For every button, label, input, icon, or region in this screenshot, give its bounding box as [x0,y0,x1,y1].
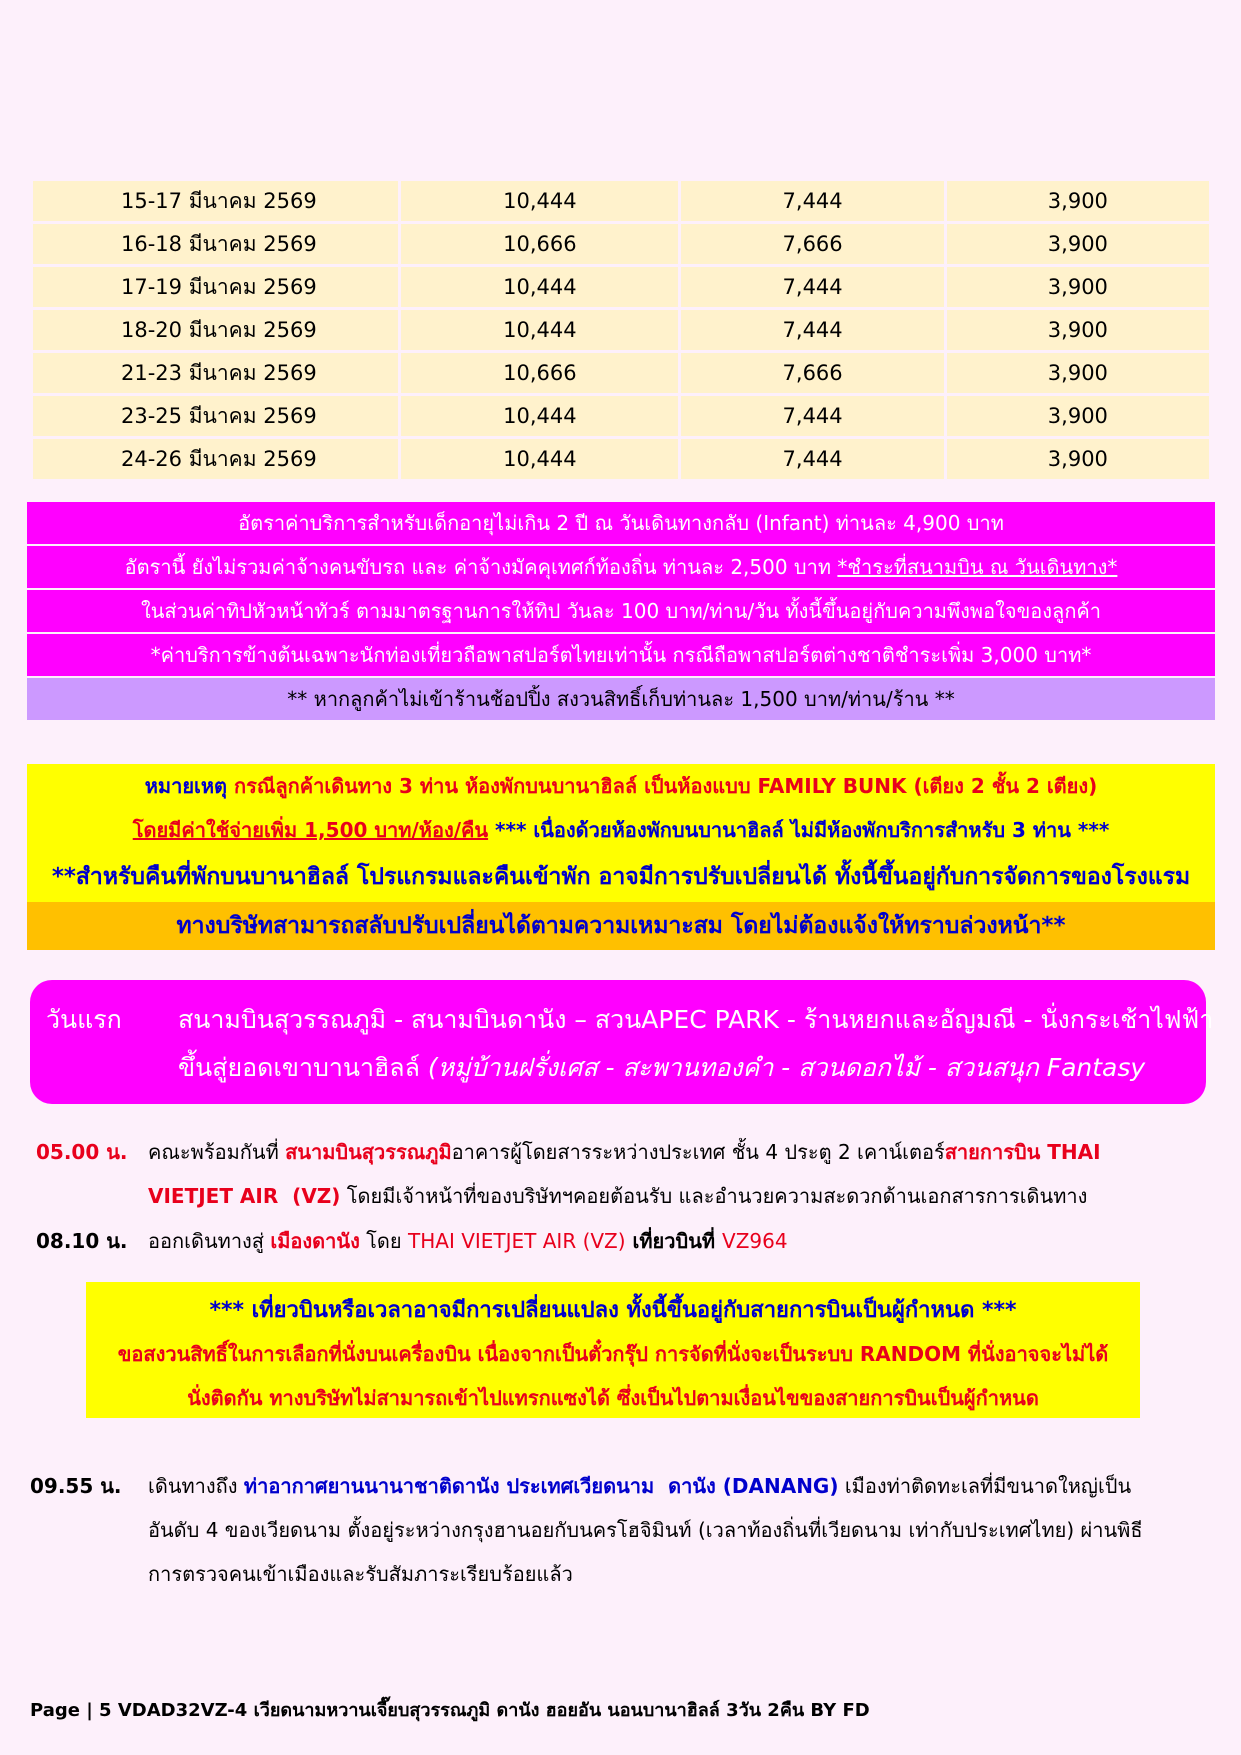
price-value-cell: 7,444 [681,181,943,221]
shopping-band [27,678,1215,720]
price-value-cell: 3,900 [947,267,1209,307]
family-note-line1 [27,764,1215,808]
hotel-note-text2: ทางบริษัทสามารถสลับปรับเปลี่ยนได้ตามความเหมาะสม โดยไม่ต้องแจ้งให้ทราบล่วงหน้า** [176,913,1066,939]
price-value-cell: 3,900 [947,396,1209,436]
tip-text: ในส่วนค่าทิปหัวหน้าทัวร์ ตามมาตรฐานการให้ทิป วันละ 100 บาท/ท่าน/วัน ทั้งนี้ขึ้นอยู่กับความพึงพอใจของลูกค้า [140,599,1102,623]
price-date-cell: 15-17 มีนาคม 2569 [33,181,398,221]
price-date-cell: 16-18 มีนาคม 2569 [33,224,398,264]
itin-0810-flight-label: เที่ยวบินที่ [625,1229,723,1253]
price-value-cell: 3,900 [947,310,1209,350]
itin-0810-a: ออกเดินทางสู่ [148,1229,271,1253]
price-value-cell: 7,444 [681,396,943,436]
arrival-c: เมืองท่าติดทะเลที่มีขนาดใหญ่เป็น [838,1474,1132,1498]
infant-rate-band [27,502,1215,544]
hotel-note-line2 [27,902,1215,950]
price-value-cell: 10,666 [401,353,678,393]
tip-band [27,590,1215,632]
infant-rate-text: อัตราค่าบริการสำหรับเด็กอายุไม่เกิน 2 ปี ณ วันเดินทางกลับ (Infant) ท่านละ 4,900 บาท [238,511,1004,535]
driver-guide-payment-note: *ชำระที่สนามบิน ณ วันเดินทาง* [837,555,1118,579]
price-value-cell: 10,444 [401,181,678,221]
price-row [33,353,1209,393]
passport-text: *ค่าบริการข้างต้นเฉพาะนักท่องเที่ยวถือพาสปอร์ตไทยเท่านั้น กรณีถือพาสปอร์ตต่างชาติชำระเพิ่ม 3,000 บาท* [150,643,1092,667]
price-value-cell: 7,444 [681,267,943,307]
price-value-cell: 10,444 [401,396,678,436]
arrival-a: เดินทางถึง [148,1474,244,1498]
price-date-cell: 17-19 มีนาคม 2569 [33,267,398,307]
price-row [33,181,1209,221]
price-table [30,178,1212,482]
price-value-cell: 3,900 [947,181,1209,221]
family-note-label: หมายเหตุ [144,774,235,798]
price-row [33,267,1209,307]
price-value-cell: 7,444 [681,310,943,350]
itin-0810-airline: THAI VIETJET AIR (VZ) [408,1229,626,1253]
day1-route-line1: สนามบินสุวรรณภูมิ - สนามบินดานัง – สวนAPEC PARK - ร้านหยกและอัญมณี - นั่งกระเช้าไฟฟ้า [178,1005,1214,1034]
itin-0500-c: อาคารผู้โดยสารระหว่างประเทศ ชั้น 4 ประตู 2 เคาน์เตอร์ [451,1140,945,1164]
itin-0810-flight-no: VZ964 [722,1229,788,1253]
price-row [33,224,1209,264]
price-value-cell: 7,444 [681,439,943,479]
itin-0500-line1 [148,1136,1101,1168]
itin-0810-line [148,1225,788,1257]
flight-note-line2: ขอสงวนสิทธิ์ในการเลือกที่นั่งบนเครื่องบิน เนื่องจากเป็นตั๋วกรุ๊ป การจัดที่นั่งจะเป็นระบบ RANDOM ที่นั่งอาจจะไม่ได้ [117,1342,1109,1366]
family-note-text1: กรณีลูกค้าเดินทาง 3 ท่าน ห้องพักบนบานาฮิลล์ เป็นห้องแบบ FAMILY BUNK (เตียง 2 ชั้น 2 เตียง) [234,774,1098,798]
arrival-airport: ท่าอากาศยานนานาชาติดานัง ประเทศเวียดนาม ดานัง (DANANG) [243,1474,839,1498]
price-row [33,396,1209,436]
price-date-cell: 23-25 มีนาคม 2569 [33,396,398,436]
price-value-cell: 10,444 [401,439,678,479]
price-value-cell: 10,666 [401,224,678,264]
family-note-text2: *** เนื่องด้วยห้องพักบนบานาฮิลล์ ไม่มีห้องพักบริการสำหรับ 3 ท่าน *** [488,818,1110,842]
driver-guide-text: อัตรานี้ ยังไม่รวมค่าจ้างคนขับรถ และ ค่าจ้างมัคคุเทศก์ท้องถิ่น ท่านละ 2,500 บาท [124,555,838,579]
price-value-cell: 3,900 [947,353,1209,393]
time-0500: 05.00 น. [36,1140,128,1164]
arrival-line1 [148,1470,1131,1502]
day1-banner [30,980,1214,1104]
flight-note-line3: นั่งติดกัน ทางบริษัทไม่สามารถเข้าไปแทรกแซงได้ ซึ่งเป็นไปตามเงื่อนไขของสายการบินเป็นผู้กำหนด [187,1386,1039,1410]
driver-guide-band [27,546,1215,588]
price-row [33,439,1209,479]
price-row [33,310,1209,350]
flight-note-box [86,1282,1140,1418]
itin-0500-airline: สายการบิน THAI [944,1140,1101,1164]
day1-route-line2-italic: (หมู่บ้านฝรั่งเศส - สะพานทองคำ - สวนดอกไม้ - สวนสนุก Fantasy [427,1053,1146,1082]
family-note-extra-cost: โดยมีค่าใช้จ่ายเพิ่ม 1,500 บาท/ห้อง/คืน [132,818,489,842]
shopping-text: ** หากลูกค้าไม่เข้าร้านช้อปปิ้ง สงวนสิทธิ์เก็บท่านละ 1,500 บาท/ท่าน/ร้าน ** [287,687,955,711]
price-value-cell: 3,900 [947,224,1209,264]
day1-route-line2-main: ขึ้นสู่ยอดเขาบานาฮิลล์ [178,1053,428,1082]
price-date-cell: 18-20 มีนาคม 2569 [33,310,398,350]
price-value-cell: 7,666 [681,353,943,393]
itin-0500-airport: สนามบินสุวรรณภูมิ [285,1140,452,1164]
arrival-line2: อันดับ 4 ของเวียดนาม ตั้งอยู่ระหว่างกรุงฮานอยกับนครโฮจิมินท์ (เวลาท้องถิ่นที่เวียดนาม เท่ากับประเทศไทย) ผ่านพิธี [148,1518,1143,1542]
price-date-cell: 21-23 มีนาคม 2569 [33,353,398,393]
price-date-cell: 24-26 มีนาคม 2569 [33,439,398,479]
hotel-note-text1: **สำหรับคืนที่พักบนบานาฮิลล์ โปรแกรมและคืนเข้าพัก อาจมีการปรับเปลี่ยนได้ ทั้งนี้ขึ้นอยู่กับการจัดการของโรงแรม [51,864,1191,890]
itin-0810-c: โดย [359,1229,408,1253]
itin-0500-airline-cont: VIETJET AIR (VZ) [148,1184,341,1208]
itin-0500-f: โดยมีเจ้าหน้าที่ของบริษัทฯคอยต้อนรับ และอำนวยความสะดวกด้านเอกสารการเดินทาง [340,1184,1088,1208]
day1-label: วันแรก [46,1005,122,1034]
page-footer: Page | 5 VDAD32VZ-4 เวียดนามหวานเจี๊ยบสุวรรณภูมิ ดานัง ฮอยอัน นอนบานาฮิลล์ 3วัน 2คืน BY FD [30,1700,870,1721]
itin-0810-city: เมืองดานัง [270,1229,360,1253]
flight-note-line1: *** เที่ยวบินหรือเวลาอาจมีการเปลี่ยนแปลง ทั้งนี้ขึ้นอยู่กับสายการบินเป็นผู้กำหนด *** [209,1298,1017,1323]
day1-route-line2 [178,1048,1145,1088]
price-table-body [33,181,1209,479]
arrival-line3: การตรวจคนเข้าเมืองและรับสัมภาระเรียบร้อยแล้ว [148,1562,573,1586]
itin-0500-line2 [148,1180,1087,1212]
price-value-cell: 10,444 [401,310,678,350]
passport-band [27,634,1215,676]
price-value-cell: 3,900 [947,439,1209,479]
hotel-note-line1 [27,852,1215,902]
time-0955: 09.55 น. [30,1474,122,1498]
family-note-line2 [27,808,1215,852]
itin-0500-a: คณะพร้อมกันที่ [148,1140,286,1164]
time-0810: 08.10 น. [36,1229,128,1253]
price-value-cell: 7,666 [681,224,943,264]
price-value-cell: 10,444 [401,267,678,307]
